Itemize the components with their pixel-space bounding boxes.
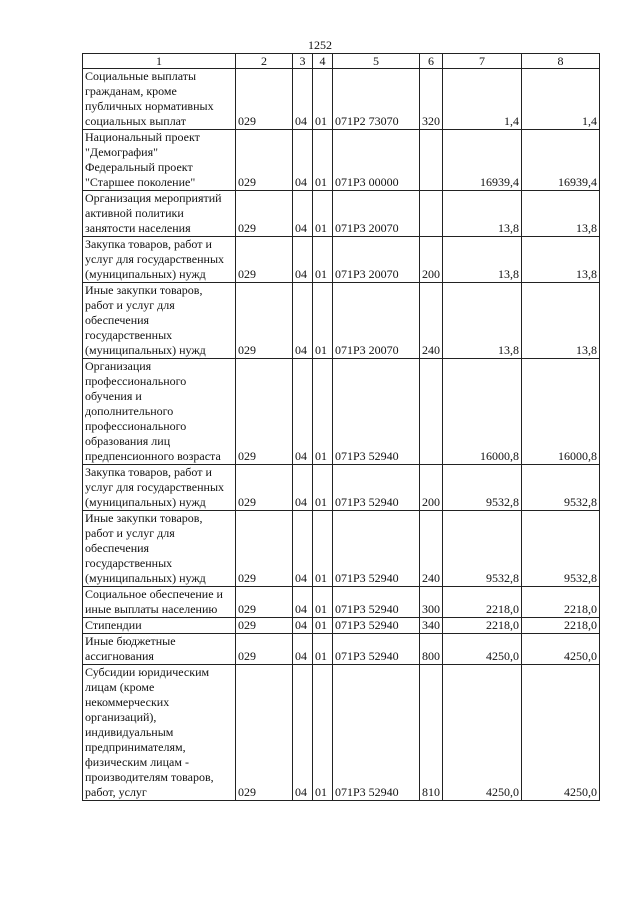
ministry-code-cell: 029 [236,465,293,511]
subsection-code-cell: 01 [313,465,333,511]
row-name-cell: Организация профессионального обучения и дополнительного профессионального образования лиц предпенсионного возраста [83,359,236,465]
target-article-cell: 071Р3 20070 [333,237,420,283]
amount-col7-cell: 4250,0 [443,665,522,801]
table-row [83,465,600,511]
target-article-cell: 071Р3 52940 [333,359,420,465]
expense-type-cell: 240 [420,511,443,587]
section-code-cell: 04 [293,618,313,634]
table-row [83,359,600,465]
subsection-code-cell: 01 [313,191,333,237]
section-code-cell: 04 [293,511,313,587]
subsection-code-cell: 01 [313,618,333,634]
subsection-code-cell: 01 [313,634,333,665]
subsection-code-cell: 01 [313,665,333,801]
amount-col8-cell: 13,8 [522,237,600,283]
amount-col8-cell: 9532,8 [522,511,600,587]
amount-col7-cell: 9532,8 [443,511,522,587]
row-name-cell: Иные бюджетные ассигнования [83,634,236,665]
section-code-cell: 04 [293,359,313,465]
subsection-code-cell: 01 [313,283,333,359]
amount-col8-cell: 1,4 [522,69,600,130]
subsection-code-cell: 01 [313,130,333,191]
row-name-cell: Организация мероприятий активной политики занятости населения [83,191,236,237]
ministry-code-cell: 029 [236,587,293,618]
table-row [83,511,600,587]
section-code-cell: 04 [293,634,313,665]
header-cell: 2 [236,54,293,69]
section-code-cell: 04 [293,69,313,130]
amount-col8-cell: 13,8 [522,283,600,359]
ministry-code-cell: 029 [236,69,293,130]
table-row [83,618,600,634]
section-code-cell: 04 [293,130,313,191]
row-name-cell: Национальный проект "Демография" Федеральный проект "Старшее поколение" [83,130,236,191]
amount-col7-cell: 13,8 [443,237,522,283]
budget-table [82,53,600,801]
expense-type-cell: 300 [420,587,443,618]
row-name-cell: Иные закупки товаров, работ и услуг для обеспечения государственных (муниципальных) нужд [83,511,236,587]
amount-col7-cell: 16939,4 [443,130,522,191]
expense-type-cell: 340 [420,618,443,634]
header-cell: 7 [443,54,522,69]
target-article-cell: 071Р3 52940 [333,634,420,665]
ministry-code-cell: 029 [236,191,293,237]
amount-col8-cell: 9532,8 [522,465,600,511]
expense-type-cell [420,130,443,191]
amount-col7-cell: 16000,8 [443,359,522,465]
expense-type-cell: 200 [420,465,443,511]
target-article-cell: 071Р3 20070 [333,283,420,359]
row-name-cell: Субсидии юридическим лицам (кроме некоммерческих организаций), индивидуальным предпринимателям, физическим лицам - производителям товаров, работ, услуг [83,665,236,801]
section-code-cell: 04 [293,283,313,359]
amount-col7-cell: 13,8 [443,283,522,359]
table-row [83,587,600,618]
target-article-cell: 071Р3 52940 [333,587,420,618]
expense-type-cell: 810 [420,665,443,801]
ministry-code-cell: 029 [236,665,293,801]
target-article-cell: 071Р2 73070 [333,69,420,130]
subsection-code-cell: 01 [313,587,333,618]
ministry-code-cell: 029 [236,130,293,191]
amount-col8-cell: 16939,4 [522,130,600,191]
amount-col8-cell: 2218,0 [522,587,600,618]
expense-type-cell [420,191,443,237]
amount-col7-cell: 4250,0 [443,634,522,665]
amount-col7-cell: 9532,8 [443,465,522,511]
amount-col8-cell: 4250,0 [522,634,600,665]
table-row [83,69,600,130]
subsection-code-cell: 01 [313,69,333,130]
row-name-cell: Иные закупки товаров, работ и услуг для обеспечения государственных (муниципальных) нужд [83,283,236,359]
amount-col7-cell: 1,4 [443,69,522,130]
target-article-cell: 071Р3 52940 [333,618,420,634]
expense-type-cell [420,359,443,465]
section-code-cell: 04 [293,237,313,283]
table-row [83,191,600,237]
row-name-cell: Социальные выплаты гражданам, кроме публичных нормативных социальных выплат [83,69,236,130]
expense-type-cell: 200 [420,237,443,283]
table-row [83,665,600,801]
row-name-cell: Закупка товаров, работ и услуг для государственных (муниципальных) нужд [83,237,236,283]
header-cell: 6 [420,54,443,69]
subsection-code-cell: 01 [313,359,333,465]
header-cell: 8 [522,54,600,69]
table-row [83,634,600,665]
amount-col7-cell: 2218,0 [443,587,522,618]
ministry-code-cell: 029 [236,618,293,634]
target-article-cell: 071Р3 20070 [333,191,420,237]
amount-col7-cell: 13,8 [443,191,522,237]
amount-col8-cell: 4250,0 [522,665,600,801]
expense-type-cell: 800 [420,634,443,665]
ministry-code-cell: 029 [236,634,293,665]
expense-type-cell: 240 [420,283,443,359]
amount-col8-cell: 2218,0 [522,618,600,634]
section-code-cell: 04 [293,665,313,801]
target-article-cell: 071Р3 52940 [333,665,420,801]
section-code-cell: 04 [293,465,313,511]
subsection-code-cell: 01 [313,511,333,587]
table-header-row [83,54,600,69]
page-number: 1252 [308,38,332,52]
expense-type-cell: 320 [420,69,443,130]
table-row [83,283,600,359]
amount-col8-cell: 13,8 [522,191,600,237]
ministry-code-cell: 029 [236,283,293,359]
ministry-code-cell: 029 [236,237,293,283]
target-article-cell: 071Р3 00000 [333,130,420,191]
ministry-code-cell: 029 [236,359,293,465]
header-cell: 5 [333,54,420,69]
table-row [83,237,600,283]
target-article-cell: 071Р3 52940 [333,465,420,511]
header-cell: 3 [293,54,313,69]
target-article-cell: 071Р3 52940 [333,511,420,587]
header-cell: 1 [83,54,236,69]
table-row [83,130,600,191]
subsection-code-cell: 01 [313,237,333,283]
amount-col8-cell: 16000,8 [522,359,600,465]
header-cell: 4 [313,54,333,69]
ministry-code-cell: 029 [236,511,293,587]
section-code-cell: 04 [293,191,313,237]
amount-col7-cell: 2218,0 [443,618,522,634]
row-name-cell: Закупка товаров, работ и услуг для государственных (муниципальных) нужд [83,465,236,511]
row-name-cell: Социальное обеспечение и иные выплаты населению [83,587,236,618]
row-name-cell: Стипендии [83,618,236,634]
section-code-cell: 04 [293,587,313,618]
